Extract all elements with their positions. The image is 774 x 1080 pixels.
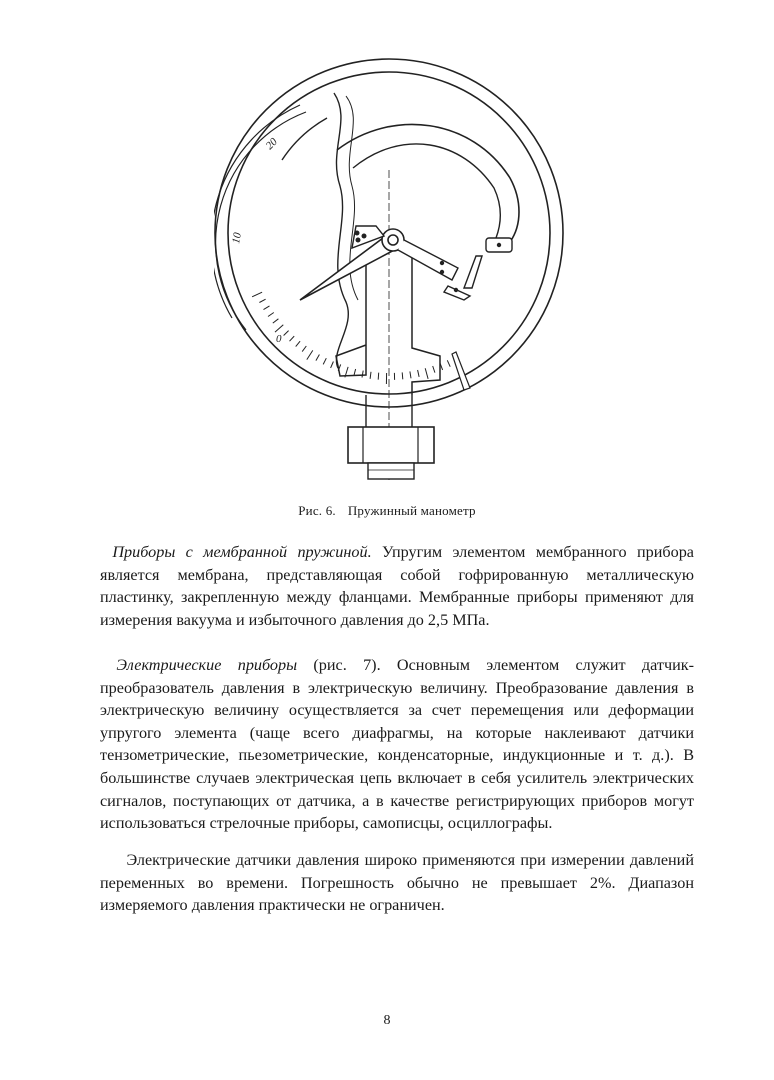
- pointer-hub-inner: [388, 235, 398, 245]
- linkage-rod: [398, 240, 458, 280]
- scale-tick: [316, 355, 320, 361]
- scale-tick: [296, 341, 300, 346]
- scale-label-20: 20: [263, 135, 280, 153]
- scale-tick: [331, 362, 334, 368]
- scale-tick: [264, 306, 270, 310]
- scale-tick: [290, 336, 295, 341]
- pressure-gauge-figure: [214, 54, 572, 502]
- scale-tick: [362, 371, 363, 378]
- dial-arc: [282, 118, 327, 160]
- scale-tick: [447, 360, 450, 366]
- fitting-thread: [368, 463, 414, 479]
- stop-pin: [452, 352, 470, 390]
- scale-tick: [433, 366, 435, 373]
- paragraph-membrane-gauges: [100, 541, 694, 631]
- scale-tick: [307, 350, 313, 359]
- housing-wave: [334, 93, 348, 368]
- scale-label-0: 0: [276, 333, 282, 345]
- fitting-hex: [348, 427, 434, 463]
- scale-tick: [259, 299, 265, 302]
- scale-tick: [284, 331, 289, 336]
- caption-title: Пружинный манометр: [347, 503, 476, 518]
- scale-tick: [273, 319, 279, 323]
- page-number: 8: [383, 1013, 391, 1028]
- scale-tick: [252, 292, 262, 297]
- scale-label-10: 10: [230, 231, 244, 245]
- paragraph-electric-gauges: [100, 654, 694, 835]
- tube-end-link: [464, 256, 482, 288]
- caption-number: Рис. 6.: [298, 503, 336, 518]
- scale-tick: [370, 372, 371, 379]
- paragraph-lead: Электрические приборы: [116, 656, 298, 674]
- scale-tick: [378, 373, 379, 380]
- paragraph-body: (рис. 7). Основным элементом служит датчик-преобразователь давления в электрическую величину. Преобразование давления в электрическую величину осуществляется за счет перемещения или деформации упругого элемента (чаще всего диафрагмы, на которые наклеивают датчики тензометрические, пьезометрические, конденсаторные, индукционные и т. д.). В большинстве случаев электрическая цепь включает в себя усилитель электрических сигналов, поступающих от датчика, а в качестве регистрирующих приборов могут использоваться стрелочные приборы, самописцы, осциллографы.: [100, 656, 694, 833]
- scale-tick: [268, 313, 274, 317]
- paragraph-body: Электрические датчики давления широко применяются при измерении давлений переменных во времени. Погрешность обычно не превышает 2%. Диапазон измеряемого давления практически не ограничен.: [100, 851, 694, 915]
- scale-tick: [302, 346, 306, 352]
- scale-tick: [323, 358, 326, 364]
- scale-tick: [410, 371, 411, 378]
- paragraph-lead: Приборы с мембранной пружиной.: [112, 543, 372, 561]
- scale-band-outer: [214, 105, 300, 318]
- paragraph-body: Упругим элементом мембранного прибора является мембрана, представляющая собой гофрированную металлическую пластинку, закрепленную между фланцами. Мембранные приборы применяют для измерения вакуума и избыточного давления до 2,5 МПа.: [100, 543, 694, 629]
- scale-tick: [425, 368, 428, 379]
- bourdon-tube-outer: [337, 124, 519, 242]
- bourdon-tube-inner: [353, 144, 500, 238]
- paragraph-electric-sensors: [100, 849, 694, 917]
- figure-caption: [0, 503, 774, 519]
- scale-tick: [275, 325, 283, 332]
- scale-tick: [402, 372, 403, 379]
- scale-tick: [418, 370, 420, 377]
